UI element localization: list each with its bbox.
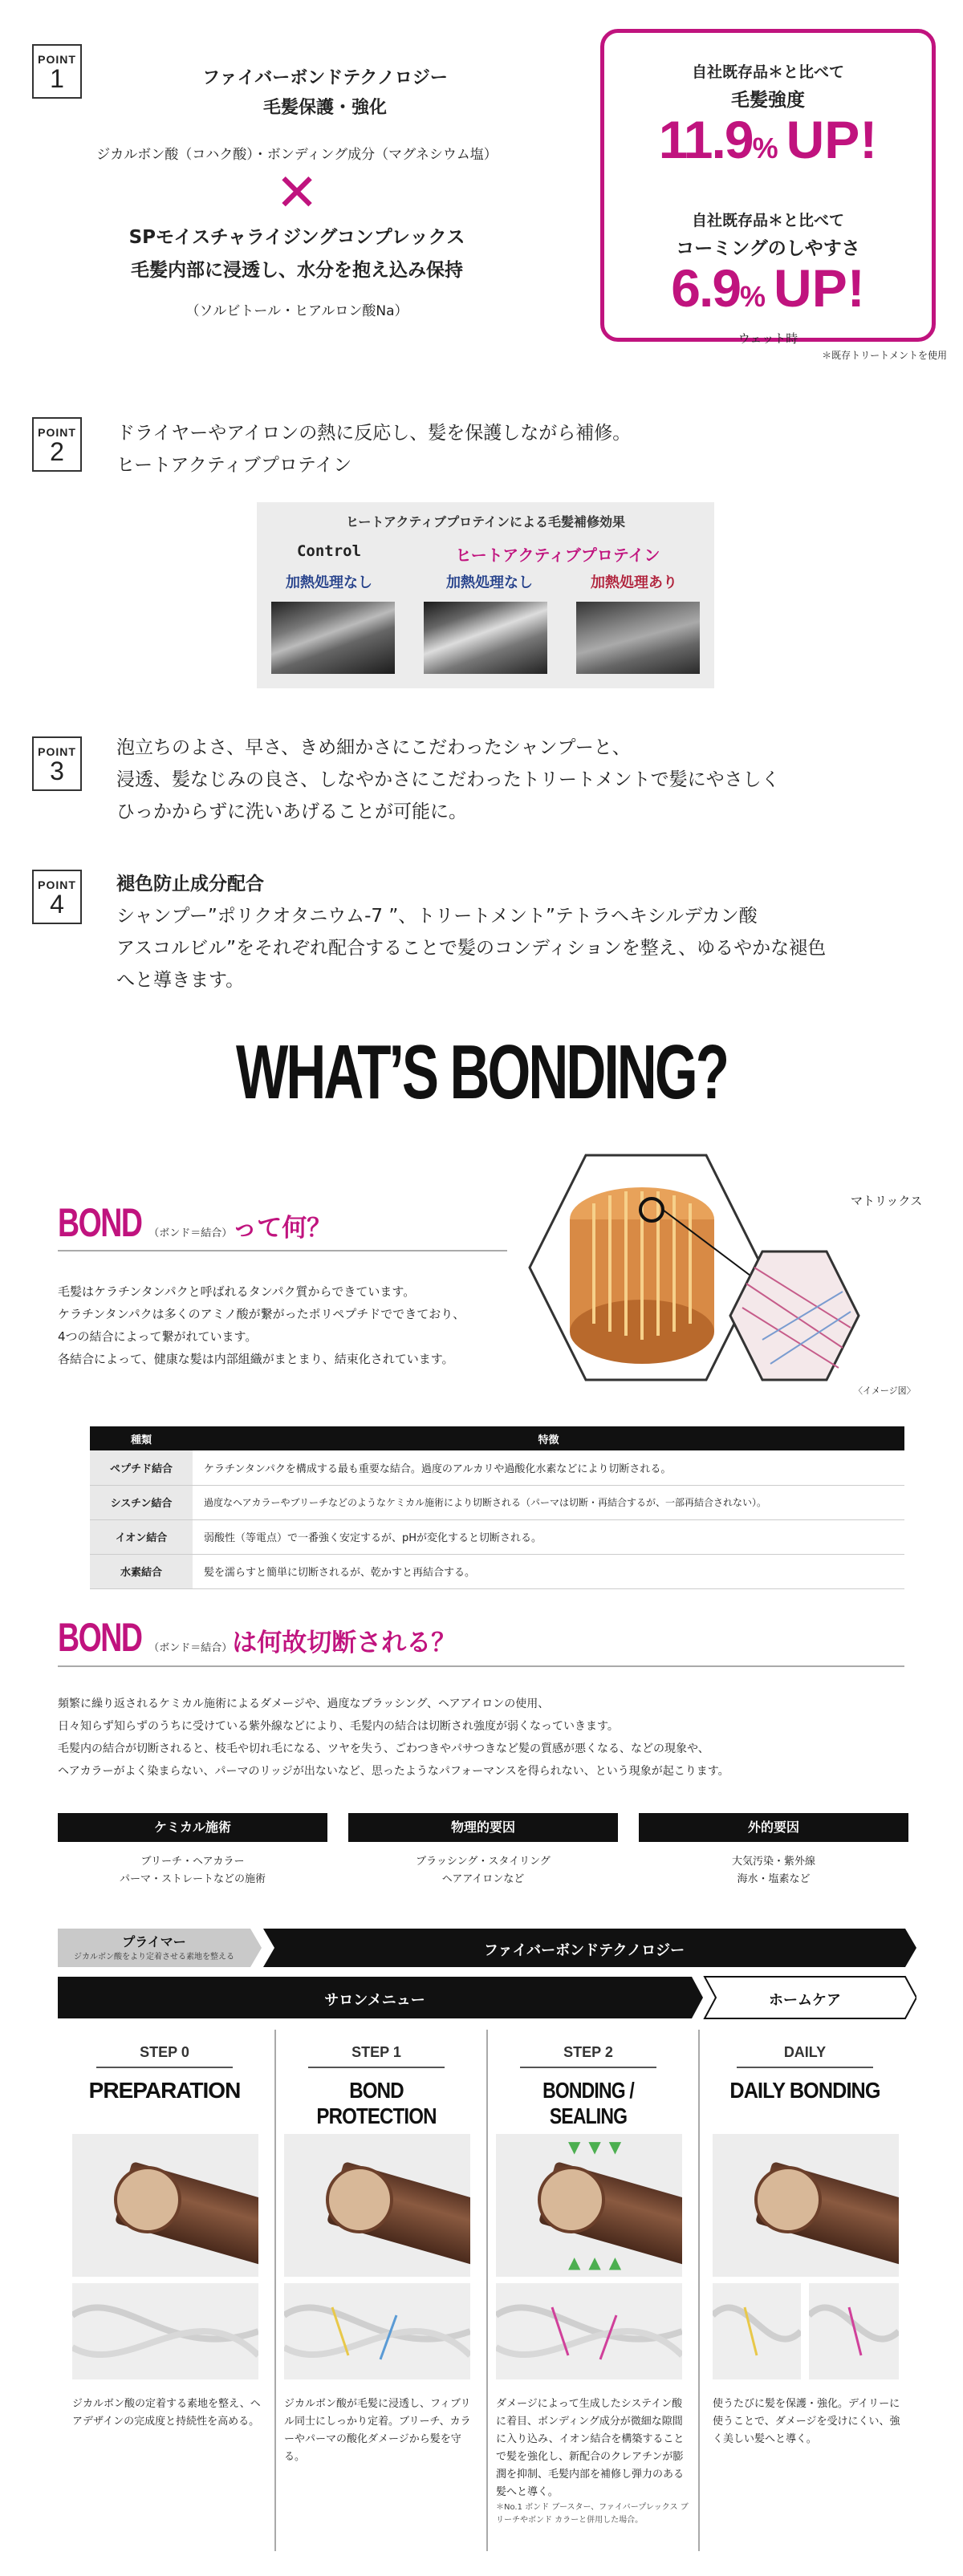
claim-2-metric: コーミングのしやすさ (676, 238, 860, 259)
caption-no-heat: 加熱処理なし (446, 574, 533, 591)
hair-cross-section (538, 2166, 605, 2233)
point-4-line-2: アスコルビル”をそれぞれ配合することで髪のコンディションを整え、ゆるやかな褪色 (116, 938, 827, 959)
point-number: 2 (50, 437, 64, 466)
step-2-label: STEP 2 (563, 2044, 613, 2060)
point-3-line-3: ひっかからずに洗いあげることが可能に。 (116, 801, 467, 822)
cause-physical-line-1: ブラッシング・スタイリング (416, 1856, 551, 1868)
down-arrows-icon: ▼▼▼ (568, 2137, 630, 2156)
caption-heat: 加熱処理あり (591, 574, 677, 591)
step-daily-label: DAILY (783, 2044, 827, 2060)
up-arrows-icon: ▲▲▲ (568, 2253, 630, 2272)
claim-1-pct: % (752, 132, 778, 164)
point-2-text (116, 417, 631, 481)
whats-bonding-heading: WHAT’S BONDING? (235, 1029, 728, 1115)
bond-why-heading (58, 1614, 456, 1661)
step-0-strand-image (72, 2283, 258, 2379)
divider (58, 1250, 507, 1251)
step-1-label: STEP 1 (351, 2044, 401, 2060)
claim-1-up: UP! (786, 110, 878, 169)
table-row (90, 1519, 904, 1554)
step-underline (308, 2067, 445, 2068)
step-2-desc: ダメージによって生成したシステイン酸に着目、ボンディング成分が微細な隙間に入り込み、イオン結合を構築することで髪を強化し、新配合のクレアチンが膨潤を抑制、毛髪内部を補修し弾力のある髪へと導く。 (496, 2398, 685, 2498)
why-line-2: 日々知らず知らずのうちに受けている紫外線などにより、毛髪内の結合は切断され強度が弱くなっていきます。 (58, 1720, 619, 1733)
step-1-title: BOND PROTECTION (316, 2078, 437, 2128)
bond-desc-2: ケラチンタンパクは多くのアミノ酸が繋がったポリペプチドでできており、 (58, 1307, 465, 1321)
home-care-label: ホームケア (769, 1992, 841, 2009)
cause-chemical-title: ケミカル施術 (58, 1813, 327, 1842)
step-underline (737, 2067, 873, 2068)
cause-external-desc (639, 1853, 908, 1888)
table-header: 種類 (90, 1426, 193, 1450)
cause-external-line-1: 大気汚染・紫外線 (731, 1856, 815, 1868)
point-2-line-2: ヒートアクティブプロテイン (116, 455, 352, 476)
step-1-hair-image (284, 2134, 470, 2277)
point-4-badge (32, 870, 82, 924)
hair-structure-illustration (522, 1147, 923, 1412)
bond-type: イオン結合 (90, 1519, 193, 1554)
hair-cross-section (114, 2166, 181, 2233)
heat-protein-panel (257, 502, 714, 688)
step-divider (486, 2030, 488, 2551)
point-3-line-1: 泡立ちのよさ、早さ、きめ細かさにこだわったシャンプーと、 (116, 737, 631, 758)
table-row (90, 1450, 904, 1485)
daily-strand-image-a (713, 2283, 801, 2379)
step-underline (520, 2067, 656, 2068)
bond-desc-1: 毛髪はケラチンタンパクと呼ばれるタンパク質からできています。 (58, 1284, 416, 1299)
table-row (90, 1485, 904, 1519)
step-0-hair-image (72, 2134, 258, 2277)
point-1-ingredients-1: ジカルボン酸（コハク酸）・ボンディング成分（マグネシウム塩） (96, 147, 498, 163)
claim-1-label: 自社既存品＊と比べて (691, 63, 844, 81)
step-daily-desc: 使うたびに髪を保護・強化。デイリーに使うことで、ダメージを受けにくい、強く美しい髪へと導く。 (713, 2398, 900, 2445)
bond-type: シスチン結合 (90, 1485, 193, 1519)
cause-chemical-desc (58, 1853, 327, 1888)
step-0-label: STEP 0 (140, 2044, 189, 2060)
daily-hair-image (713, 2134, 899, 2277)
step-1-desc: ジカルボン酸が毛髪に浸透し、フィブリル同士にしっかり定着。ブリーチ、カラーやパーマの酸化ダメージから髪を守る。 (284, 2398, 471, 2463)
point-3-badge (32, 736, 82, 791)
point-2-badge (32, 417, 82, 472)
point-2-line-1: ドライヤーやアイロンの熱に反応し、髪を保護しながら補修。 (116, 423, 632, 444)
cross-icon: ✕ (275, 164, 319, 223)
table-header: 特徴 (193, 1426, 904, 1450)
point-word: POINT (38, 426, 76, 439)
point-1-title-1: ファイバーボンドテクノロジー (202, 68, 448, 88)
point-3-line-2: 浸透、髪なじみの良さ、しなやかさにこだわったトリートメントで髪にやさしく (116, 769, 780, 790)
bond-paren: （ボンド＝結合） (148, 1227, 233, 1239)
cause-physical-line-2: ヘアアイロンなど (441, 1873, 525, 1885)
sem-image-heat (576, 602, 700, 674)
caption-control: 加熱処理なし (286, 574, 372, 591)
claim-2-value: 6.9 (671, 258, 741, 318)
step-2-hair-image (496, 2134, 682, 2277)
point-word: POINT (38, 745, 76, 758)
point-3-text (116, 732, 780, 828)
step-2-strand-image (496, 2283, 682, 2379)
step-underline (96, 2067, 233, 2068)
point-4-line-1: シャンプー”ポリクオタニウム-7 ”、トリートメント”テトラヘキシルデカン酸 (116, 906, 758, 927)
claim-1-value-row (604, 110, 932, 181)
primer-label: プライマー (122, 1934, 186, 1949)
point-1-block (48, 64, 546, 319)
sem-image-control (271, 602, 395, 674)
claim-2-value-row (604, 258, 932, 330)
bond-question: って何？ (232, 1214, 332, 1243)
table-header-row (90, 1426, 904, 1450)
step-divider (274, 2030, 276, 2551)
step-0-title: PREPARATION (88, 2078, 241, 2103)
step-1-strand-image (284, 2283, 470, 2379)
bond-type: 水素結合 (90, 1554, 193, 1588)
cause-external-line-2: 海水・塩素など (737, 1873, 811, 1885)
point-word: POINT (38, 878, 76, 891)
divider (58, 1665, 904, 1667)
cause-physical-desc (348, 1853, 618, 1888)
step-2-title: BONDING / SEALING (542, 2078, 634, 2128)
claim-2-pct: % (740, 280, 766, 313)
point-4-text (116, 868, 826, 996)
bond-feature: ケラチンタンパクを構成する最も重要な結合。過度のアルカリや過酸化水素などにより切断される。 (193, 1450, 904, 1485)
bond-why-question: は何故切断される？ (232, 1629, 457, 1657)
bond-desc-3: 4つの結合によって繋がれています。 (58, 1329, 258, 1344)
salon-label: サロンメニュー (324, 1992, 425, 2009)
sem-image-no-heat (424, 602, 547, 674)
step-0-desc: ジカルボン酸の定着する素地を整え、ヘアデザインの完成度と持続性を高める。 (72, 2398, 261, 2428)
fiber-bond-label: ファイバーボンドテクノロジー (483, 1942, 685, 1959)
bond-feature: 髪を濡らすと簡単に切断されるが、乾かすと再結合する。 (193, 1554, 904, 1588)
point-4-title: 褪色防止成分配合 (116, 874, 264, 895)
claim-2-label: 自社既存品＊と比べて (691, 212, 844, 229)
bond-question-heading (58, 1199, 331, 1246)
bond-desc-4: 各結合によって、健康な髪は内部組織がまとまり、結束化されています。 (58, 1352, 454, 1366)
cause-chemical-line-1: ブリーチ・ヘアカラー (140, 1856, 245, 1868)
hair-cross-section (326, 2166, 393, 2233)
point-number: 1 (50, 64, 64, 93)
cause-external-title: 外的要因 (639, 1813, 908, 1842)
claim-1-value: 11.9 (658, 110, 753, 169)
heat-protein-heading: ヒートアクティブプロテイン (455, 546, 660, 565)
panel-title: ヒートアクティブプロテインによる毛髪補修効果 (345, 514, 625, 529)
point-word: POINT (38, 53, 76, 66)
control-heading: Control (296, 542, 362, 560)
why-line-1: 頻繁に繰り返されるケミカル施術によるダメージや、過度なブラッシング、ヘアアイロンの使用、 (58, 1698, 550, 1710)
primer-sublabel: ジカルボン酸をより定着させる素地を整える (74, 1953, 234, 1961)
point-1-title-2: SPモイスチャライジングコンプレックス (128, 227, 465, 248)
hair-cross-section (754, 2166, 822, 2233)
bond-feature: 過度なヘアカラーやブリーチなどのようなケミカル施術により切断される（パーマは切断・再結合するが、一部再結合されない）。 (193, 1485, 904, 1519)
bond-type-table (90, 1426, 904, 1589)
step-2-note: ＊No.1 ボンド ブースター、ファイバープレックス ブリーチやボンド カラーと併用した場合。 (496, 2503, 689, 2525)
claim-1-metric: 毛髪強度 (731, 90, 805, 111)
why-line-3: 毛髪内の結合が切断されると、枝毛や切れ毛になる、ツヤを失う、ごわつきやパサつきなど髪の質感が悪くなる、などの現象や、 (58, 1742, 709, 1755)
image-note: 〈イメージ図〉 (854, 1385, 916, 1396)
bond-word: BOND (58, 1615, 142, 1660)
point-number: 3 (50, 757, 64, 785)
table-row (90, 1554, 904, 1588)
claim-2-note: ウェット時 (737, 331, 798, 346)
claims-footnote: ＊既存トリートメントを使用 (822, 350, 947, 361)
claims-box (600, 29, 936, 346)
matrix-label: マトリックス (851, 1194, 923, 1208)
why-line-4: ヘアカラーがよく染まらない、パーマのリッジが出ないなど、思ったようなパフォーマンスを得られない、という現象が起こります。 (58, 1765, 729, 1778)
point-1-ingredients-2: （ソルビトール・ヒアルロン酸Na） (185, 303, 408, 319)
point-number: 4 (50, 890, 64, 919)
bond-type: ペプチド結合 (90, 1450, 193, 1485)
claim-2-up: UP! (774, 258, 865, 318)
bond-description (58, 1280, 465, 1370)
daily-strand-image-b (809, 2283, 899, 2379)
bond-word: BOND (58, 1200, 142, 1245)
step-divider (698, 2030, 700, 2551)
point-1-subtitle-2: 毛髪内部に浸透し、水分を抱え込み保持 (131, 260, 463, 281)
bond-feature: 弱酸性（等電点）で一番強く安定するが、pHが変化すると切断される。 (193, 1519, 904, 1554)
bond-paren: （ボンド＝結合） (148, 1642, 233, 1654)
cause-chemical-line-2: パーマ・ストレートなどの施術 (119, 1873, 266, 1885)
cause-physical-title: 物理的要因 (348, 1813, 618, 1842)
why-paragraph (58, 1693, 729, 1783)
step-daily-title: DAILY BONDING (729, 2078, 880, 2103)
point-1-subtitle-1: 毛髪保護・強化 (262, 98, 387, 118)
point-4-line-3: へと導きます。 (116, 970, 245, 991)
